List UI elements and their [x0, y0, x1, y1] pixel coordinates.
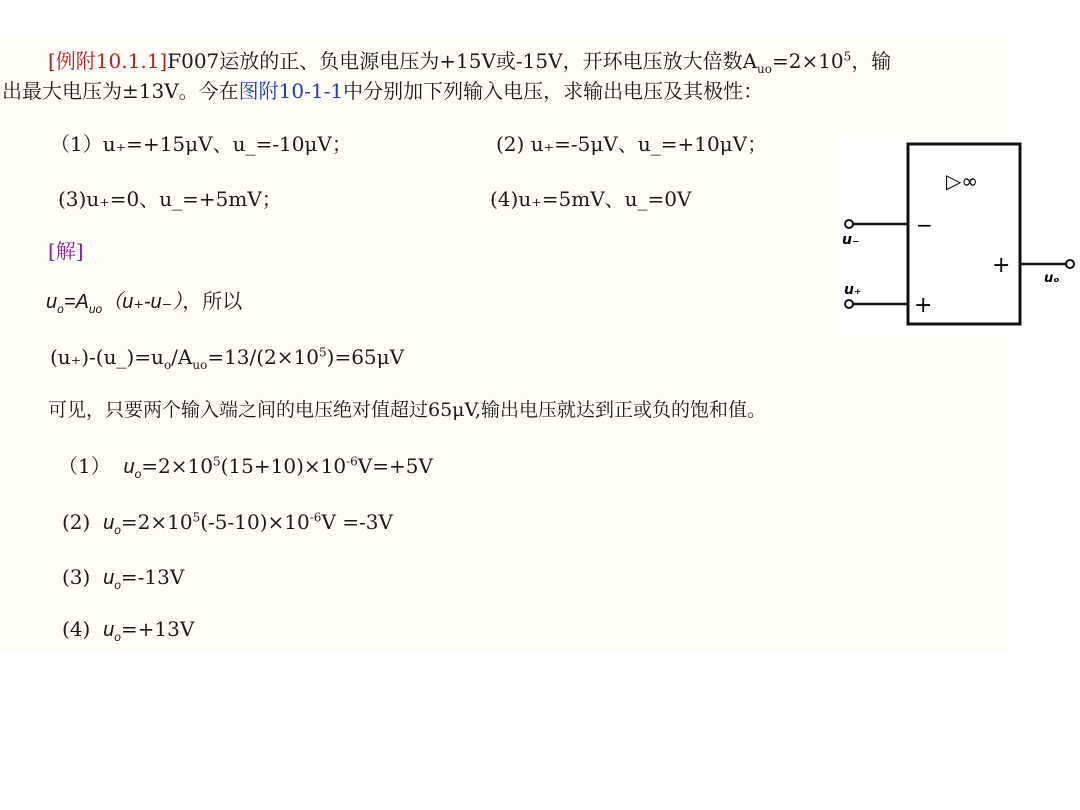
gain-exponent: 5	[843, 49, 852, 64]
conclusion-text: 可见，只要两个输入端之间的电压绝对值超过65μV,输出电压就达到正或负的饱和值。	[48, 399, 766, 421]
output-terminal	[1066, 260, 1074, 268]
problem-line-2	[2, 78, 763, 104]
result-3	[62, 564, 184, 591]
label-u-plus: u₊	[844, 282, 862, 298]
label-u-out: uₒ	[1044, 271, 1060, 286]
case-number: （1）	[50, 132, 103, 156]
formula-lhs: (u₊)-(u_)=u	[50, 345, 164, 369]
problem-line2-post: 中分别加下列输入电压，求输出电压及其极性：	[343, 79, 764, 103]
exponent: 5	[319, 345, 327, 360]
subscript-o: o	[114, 523, 121, 537]
result-1	[58, 453, 433, 480]
problem-line2-pre: 出最大电压为±13V。今在	[2, 79, 239, 103]
symbol-u: u	[46, 291, 58, 313]
formula-tail: ，所以	[182, 289, 243, 313]
subscript-o: o	[114, 630, 121, 644]
diagram-background	[838, 136, 1080, 336]
minus-sign: −	[916, 213, 933, 237]
formula-end: )=65μV	[326, 345, 405, 369]
case-4	[490, 186, 691, 212]
case-1	[50, 131, 352, 157]
solution-label: [解]	[48, 239, 84, 263]
figure-link[interactable]: 图附10-1-1	[238, 79, 344, 103]
formula-threshold	[50, 344, 404, 370]
gain-subscript: uo	[757, 62, 772, 76]
plus-sign-input: +	[914, 293, 933, 318]
problem-intro: F007运放的正、负电源电压为+15V或-15V，开环电压放大倍数A	[167, 49, 758, 73]
input-difference: （u₊-u₋）	[102, 291, 183, 313]
result-value: =+13V	[120, 617, 195, 641]
result-number: （1）	[58, 454, 111, 478]
exponent: -6	[346, 454, 358, 469]
opamp-diagram	[838, 136, 1080, 336]
formula-gain	[46, 288, 242, 315]
problem-line-1	[48, 48, 891, 74]
case-2	[496, 131, 767, 157]
exponent: 5	[212, 454, 221, 469]
subscript-o: o	[114, 578, 121, 592]
result-mid: (15+10)×10	[220, 454, 347, 478]
case-number: (4)	[490, 187, 519, 211]
opamp-symbol: ▷∞	[946, 169, 979, 193]
result-mid: (-5-10)×10	[200, 510, 310, 534]
inverting-input-terminal	[845, 220, 853, 228]
subscript-uo: uo	[88, 302, 103, 316]
symbol-u: u	[103, 619, 115, 641]
result-pre: =2×10	[120, 510, 193, 534]
exponent: 5	[192, 510, 201, 525]
subscript-o: o	[134, 467, 142, 481]
result-number: (2)	[62, 510, 91, 534]
result-2	[62, 509, 393, 536]
example-ref: [例附10.1.1]	[48, 49, 168, 73]
result-number: (4)	[62, 617, 91, 641]
problem-intro-tail: ，输	[851, 49, 892, 73]
formula-div: /A	[171, 345, 193, 369]
case-number: (3)	[58, 187, 87, 211]
subscript-o: o	[163, 358, 172, 372]
plus-sign-output: +	[992, 253, 1011, 278]
case-text: u₊=5mV、u_=0V	[518, 187, 692, 211]
result-pre: =2×10	[141, 454, 213, 478]
label-u-minus: u₋	[842, 232, 860, 248]
symbol-u: u	[103, 512, 115, 534]
result-end: V =-3V	[321, 510, 393, 534]
gain-equation: =2×10	[771, 49, 844, 73]
case-number: (2)	[496, 132, 525, 156]
case-text: u₊=-5μV、u_=+10μV；	[530, 132, 768, 156]
content-panel	[0, 34, 1011, 652]
subscript-uo: uo	[192, 358, 208, 372]
result-number: (3)	[62, 565, 91, 589]
result-end: V=+5V	[357, 454, 433, 478]
symbol-u: u	[123, 456, 135, 478]
formula-rhs: =13/(2×10	[207, 345, 319, 369]
case-3	[58, 186, 282, 212]
noninverting-input-terminal	[845, 300, 853, 308]
result-4	[62, 616, 194, 643]
exponent: -6	[309, 510, 322, 525]
gain-symbol: =A	[63, 291, 89, 313]
case-text: u₊=+15μV、u_=-10μV；	[102, 132, 352, 156]
case-text: u₊=0、u_=+5mV；	[86, 187, 282, 211]
result-value: =-13V	[120, 565, 185, 589]
subscript-o: o	[57, 302, 64, 316]
symbol-u: u	[103, 567, 115, 589]
